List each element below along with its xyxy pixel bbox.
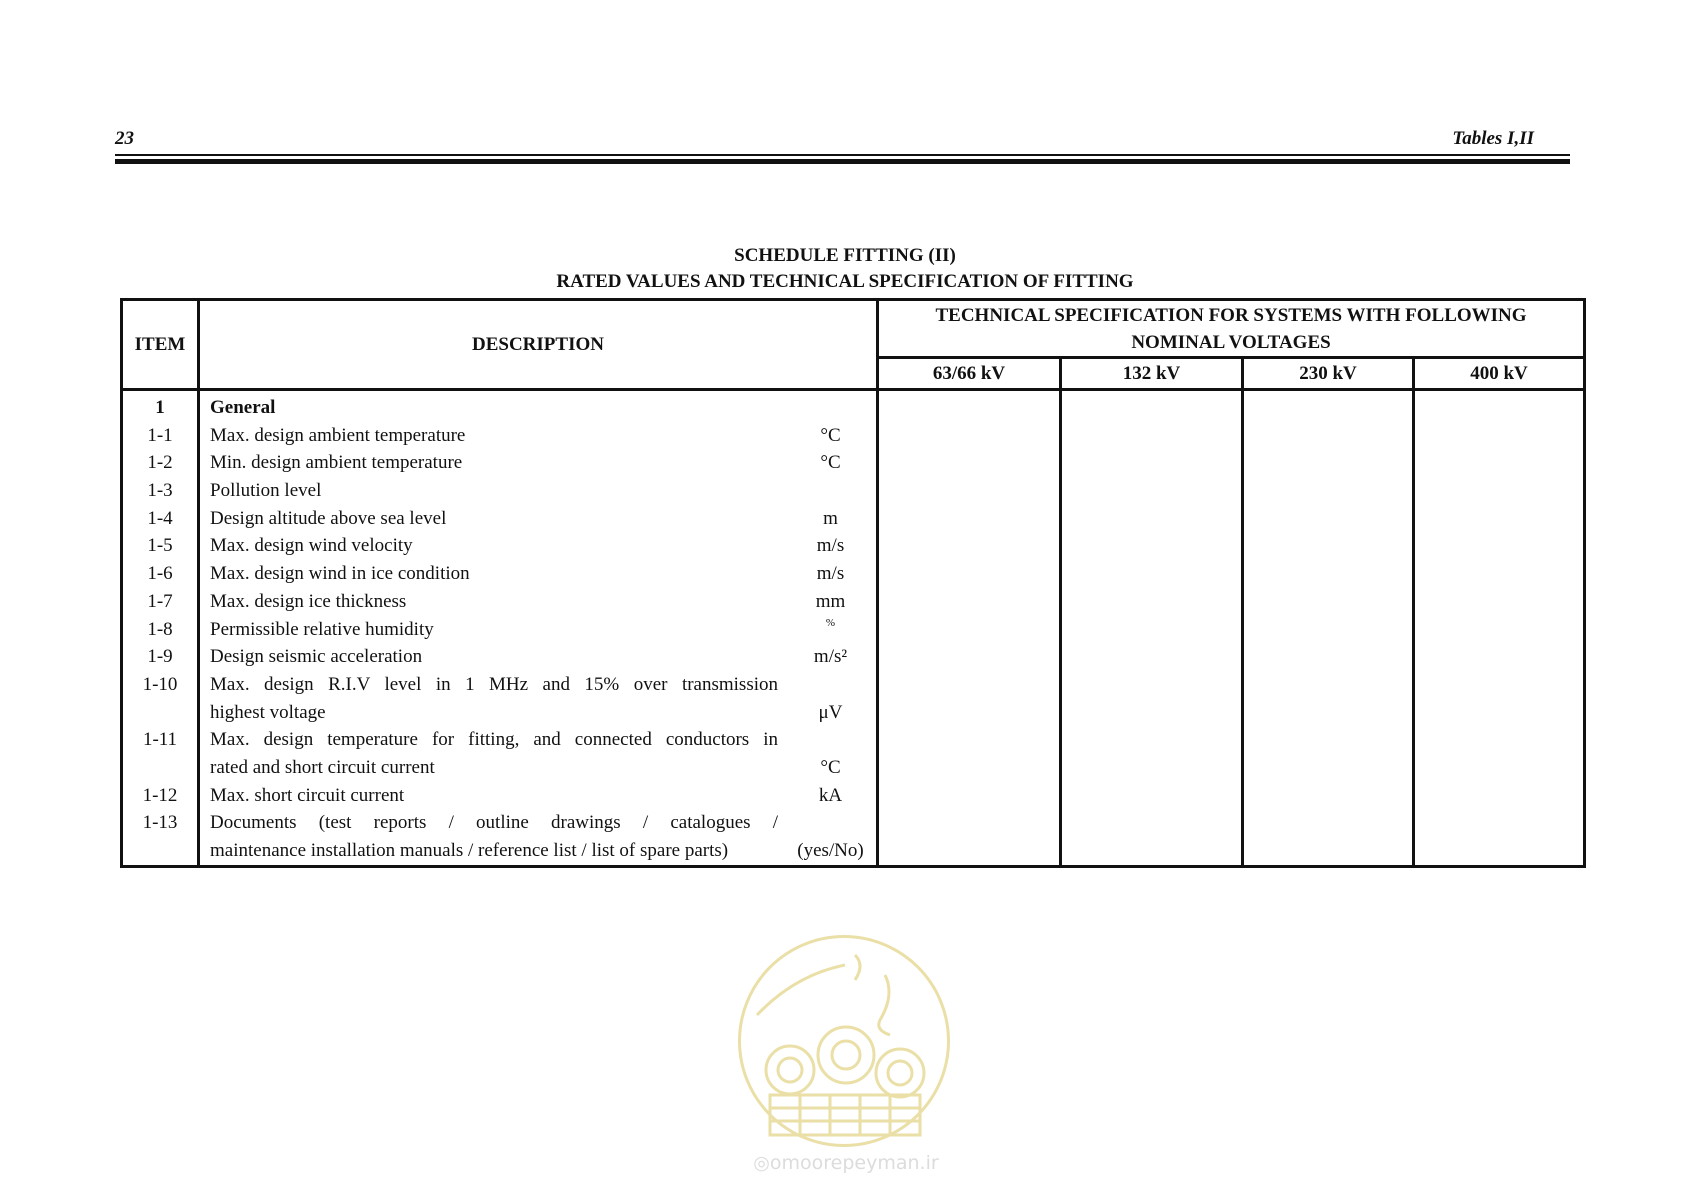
item-number: 1-4 (147, 507, 173, 529)
watermark-site-text: omoorepeyman.ir (769, 1152, 939, 1174)
item-number: 1-10 (142, 673, 178, 695)
table-row (200, 671, 876, 699)
item-number: 1-12 (142, 784, 178, 806)
description-text: Design seismic acceleration (210, 646, 423, 668)
table-row (200, 588, 876, 616)
section-label: Tables I,II (1452, 128, 1534, 149)
unit-label: % (825, 616, 836, 629)
item-number: 1-6 (147, 563, 173, 585)
item-header: ITEM (122, 300, 199, 390)
item-number-spacer (123, 837, 197, 865)
unit-label: μV (818, 701, 843, 723)
table-row (200, 699, 876, 727)
item-number: 1-11 (142, 729, 178, 751)
watermark-gears-icon (735, 935, 957, 1147)
header-rule-thick (115, 159, 1570, 164)
voltage-header-132kv: 132 kV (1061, 358, 1243, 390)
section-title: General (210, 397, 276, 418)
watermark-logo (735, 935, 957, 1175)
description-list (200, 391, 876, 865)
unit-label: kA (818, 784, 843, 806)
item-number: 1-13 (142, 812, 178, 834)
value-cell-132kv[interactable] (1061, 390, 1243, 867)
description-text: Max. design wind velocity (210, 535, 413, 557)
table-row (200, 837, 876, 865)
unit-label: °C (820, 424, 841, 446)
unit-label: m/s² (813, 646, 848, 668)
voltage-header-63-66kv: 63/66 kV (878, 358, 1061, 390)
description-header: DESCRIPTION (199, 300, 878, 390)
table-row (200, 643, 876, 671)
table-row (200, 809, 876, 837)
section-item-number: 1 (155, 397, 165, 418)
table-row (200, 782, 876, 810)
description-text: Pollution level (210, 480, 322, 502)
item-number: 1-8 (147, 618, 173, 640)
description-text: Max. design temperature for fitting, and connected conductors in (210, 729, 778, 751)
description-text: Design altitude above sea level (210, 507, 447, 529)
page-number: 23 (115, 128, 134, 149)
table-row (200, 616, 876, 644)
table-row (200, 477, 876, 505)
unit-label: m/s (816, 563, 845, 585)
item-number: 1-9 (147, 646, 173, 668)
item-number: 1-1 (147, 424, 173, 446)
description-text: maintenance installation manuals / reference list / list of spare parts) (210, 840, 729, 861)
item-number: 1-5 (147, 535, 173, 557)
header-rule-thin (115, 154, 1570, 156)
watermark-site (735, 1152, 957, 1174)
description-text: Max. design R.I.V level in 1 MHz and 15% over transmission (210, 673, 778, 695)
unit-label: °C (820, 756, 841, 778)
item-number-spacer (123, 699, 197, 727)
description-text: rated and short circuit current (210, 756, 435, 778)
unit-label: mm (815, 590, 846, 612)
description-text: Permissible relative humidity (210, 618, 434, 640)
unit-label: m (823, 507, 838, 529)
description-text: Max. design ice thickness (210, 590, 407, 612)
item-list (123, 391, 197, 865)
table-row (200, 532, 876, 560)
table-row (200, 505, 876, 533)
page-header (115, 128, 1570, 148)
voltage-header-230kv: 230 kV (1243, 358, 1414, 390)
item-number-spacer (123, 754, 197, 782)
schedule-title: SCHEDULE FITTING (II) (734, 245, 956, 266)
description-text: Min. design ambient temperature (210, 452, 463, 474)
voltage-header-400kv: 400 kV (1414, 358, 1585, 390)
unit-label: (yes/No) (797, 840, 864, 861)
item-number: 1-7 (147, 590, 173, 612)
table-row (200, 726, 876, 754)
value-cell-63-66kv[interactable] (878, 390, 1061, 867)
value-cell-400kv[interactable] (1414, 390, 1585, 867)
watermark-badge-icon: ◎ (753, 1152, 770, 1174)
description-column (199, 390, 878, 867)
unit-label: m/s (816, 535, 845, 557)
table-row (200, 422, 876, 450)
table-row (200, 449, 876, 477)
schedule-subtitle: RATED VALUES AND TECHNICAL SPECIFICATION OF FITTING (556, 271, 1134, 292)
unit-label: °C (820, 452, 841, 474)
item-column (122, 390, 199, 867)
item-number: 1-2 (147, 452, 173, 474)
value-cell-230kv[interactable] (1243, 390, 1414, 867)
description-text: highest voltage (210, 701, 326, 723)
description-text: Max. design wind in ice condition (210, 563, 470, 585)
description-text: Max. short circuit current (210, 784, 405, 806)
tech-spec-header: TECHNICAL SPECIFICATION FOR SYSTEMS WITH FOLLOWING NOMINAL VOLTAGES (878, 300, 1585, 358)
table-row (200, 560, 876, 588)
item-number: 1-3 (147, 480, 173, 502)
description-text: Max. design ambient temperature (210, 424, 466, 446)
description-text: Documents (test reports / outline drawings / catalogues / (210, 812, 778, 834)
spec-table (120, 298, 1586, 868)
table-row (200, 754, 876, 782)
